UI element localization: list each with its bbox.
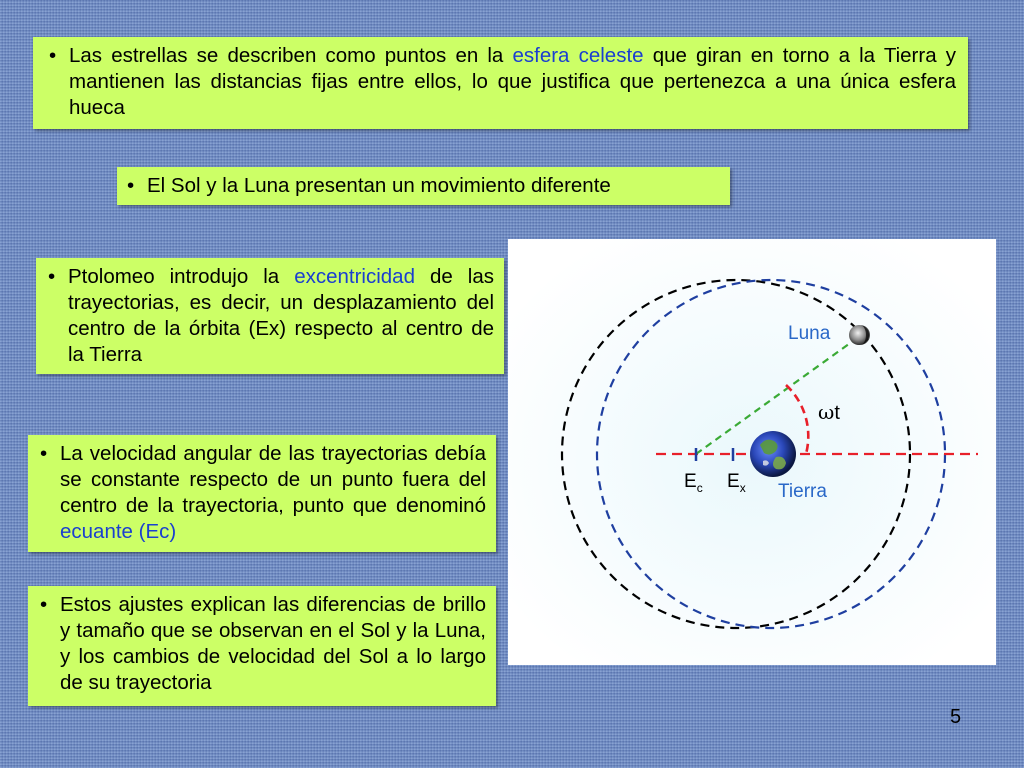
moon-icon xyxy=(849,325,870,345)
bullet-box-celestial-sphere xyxy=(33,37,968,129)
angular-velocity-text: La velocidad angular de las trayectorias debía se constante respecto de un punto fuera del centro de la trayectoria, punto que denominó xyxy=(60,442,486,517)
earth-icon xyxy=(750,431,796,477)
moon-label: Luna xyxy=(788,323,831,344)
slide-number: 5 xyxy=(950,706,962,728)
bullet-icon: • xyxy=(49,44,57,67)
ptolemaic-orbit-diagram xyxy=(508,239,996,665)
paragraph-adjustments xyxy=(38,592,486,696)
orbit-diagram-svg xyxy=(508,239,996,665)
equant-term: ecuante (Ec) xyxy=(60,520,177,543)
t-symbol: t xyxy=(834,402,840,424)
bullet-box-equant xyxy=(28,435,496,552)
ex-sub: x xyxy=(739,481,746,495)
paragraph-angular-velocity xyxy=(38,441,486,545)
ptolemy-text-part1: Ptolomeo introdujo la xyxy=(68,265,295,288)
omega-t-label xyxy=(818,400,840,424)
bullet-icon: • xyxy=(48,265,56,288)
celestial-sphere-term: esfera celeste xyxy=(512,44,644,67)
ec-main: E xyxy=(684,471,697,492)
ptolemy-text-part2: de las trayectorias, es decir, un desplazamiento del centro de la órbita (Ex) respecto al centro de la Tierra xyxy=(68,265,494,366)
omega-symbol: ω xyxy=(818,400,835,424)
adjustments-text: Estos ajustes explican las diferencias de brillo y tamaño que se observan en el Sol y la Luna, y los cambios de velocidad del Sol a lo largo de su trayectoria xyxy=(60,593,486,694)
sun-moon-text: El Sol y la Luna presentan un movimiento diferente xyxy=(147,174,611,197)
bullet-box-eccentricity xyxy=(36,258,504,374)
bullet-icon: • xyxy=(40,442,48,465)
bullet-box-adjustments xyxy=(28,586,496,706)
earth-label: Tierra xyxy=(778,481,827,502)
bullet-icon: • xyxy=(40,593,48,616)
eccentricity-term: excentricidad xyxy=(294,265,415,288)
ex-main: E xyxy=(727,471,740,492)
stars-text-part2: que giran en torno a la Tierra y mantienen las distancias fijas entre ellos, lo que justifica que pertenezca a una única esfera hueca xyxy=(69,44,957,119)
bullet-box-sun-moon xyxy=(117,167,730,205)
paragraph-ptolemy xyxy=(46,264,494,368)
bullet-icon: • xyxy=(127,174,135,197)
ec-sub: c xyxy=(696,481,703,495)
paragraph-stars xyxy=(47,43,956,121)
stars-text-part1: Las estrellas se describen como puntos en la xyxy=(69,44,513,67)
paragraph-sun-moon xyxy=(125,173,722,199)
